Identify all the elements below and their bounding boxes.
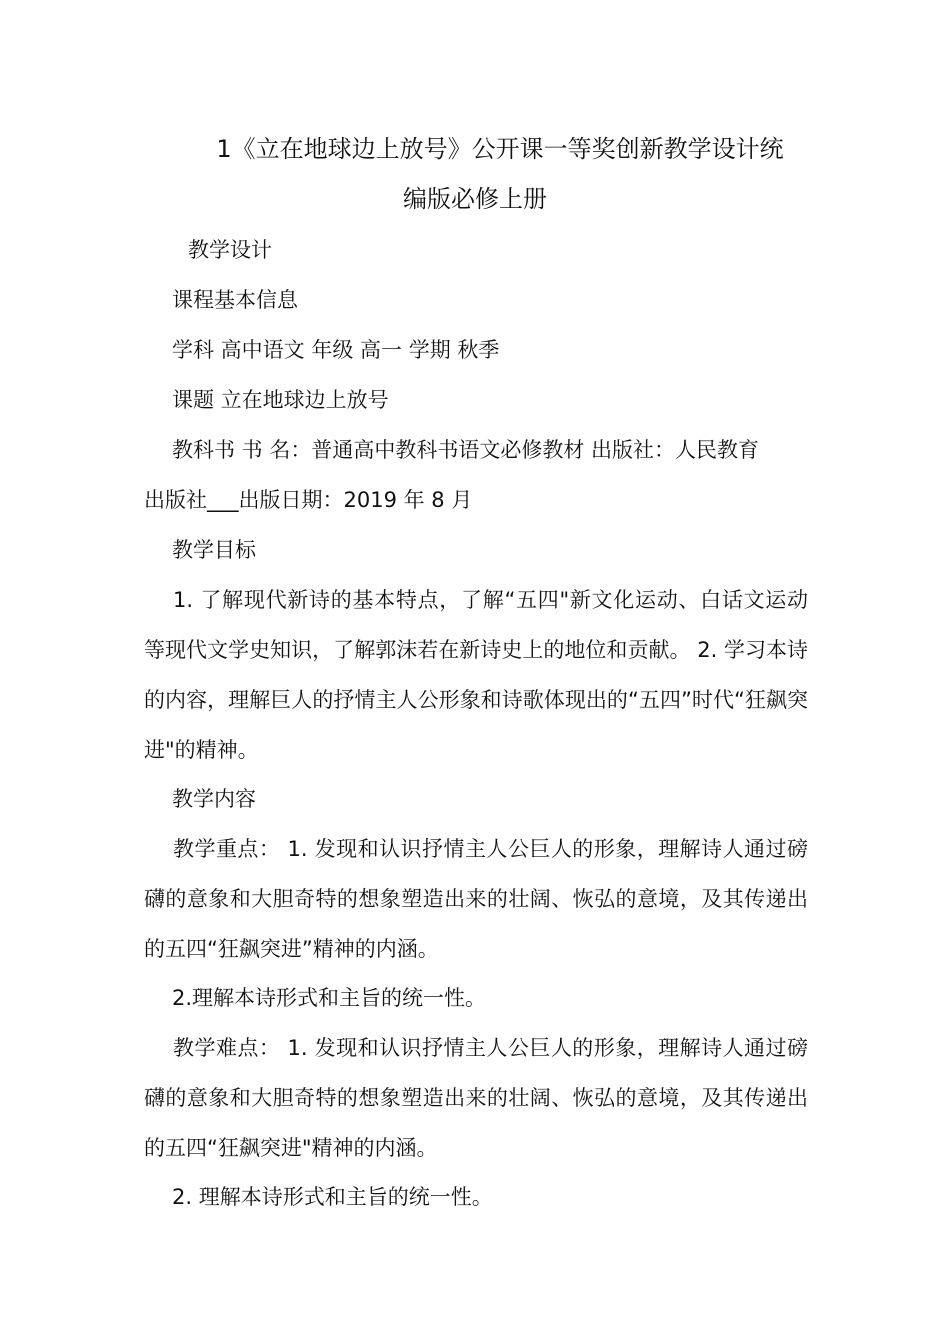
difficult-point-2: 2. 理解本诗形式和主旨的统一性。	[172, 1185, 493, 1209]
subject-line: 学科 高中语文 年级 高一 学期 秋季	[172, 338, 500, 362]
course-info-heading: 课程基本信息	[172, 288, 298, 312]
textbook-line-2: 出版社___出版日期：2019 年 8 月	[144, 488, 473, 512]
key-points-paragraph: 教学重点： 1. 发现和认识抒情主人公巨人的形象，理解诗人通过磅礴的意象和大胆奇特的想象塑造出来的壮阔、恢弘的意境，及其传递出的五四“狂飙突进”精神的内涵。	[144, 837, 808, 961]
textbook-line-1: 教科书 书 名：普通高中教科书语文必修教材 出版社：人民教育	[172, 438, 760, 462]
document-title-line-1: 1《立在地球边上放号》公开课一等奖创新教学设计统	[216, 135, 784, 163]
section-heading-design: 教学设计	[188, 238, 272, 262]
difficult-points-paragraph: 教学难点： 1. 发现和认识抒情主人公巨人的形象，理解诗人通过磅礴的意象和大胆奇特的想象塑造出来的壮阔、恢弘的意境，及其传递出的五四“狂飙突进"精神的内涵。	[144, 1036, 808, 1160]
objectives-heading: 教学目标	[172, 538, 256, 562]
objectives-paragraph: 1. 了解现代新诗的基本特点，了解“五四"新文化运动、白话文运动等现代文学史知识，了解郭沫若在新诗史上的地位和贡献。 2. 学习本诗的内容，理解巨人的抒情主人公形象和诗歌体现出的“五四”时代“狂飙突进"的精神。	[144, 588, 808, 762]
topic-line: 课题 立在地球边上放号	[172, 388, 389, 412]
document-title-line-2: 编版必修上册	[403, 185, 547, 213]
key-point-2: 2.理解本诗形式和主旨的统一性。	[172, 986, 487, 1010]
content-heading: 教学内容	[172, 787, 256, 811]
